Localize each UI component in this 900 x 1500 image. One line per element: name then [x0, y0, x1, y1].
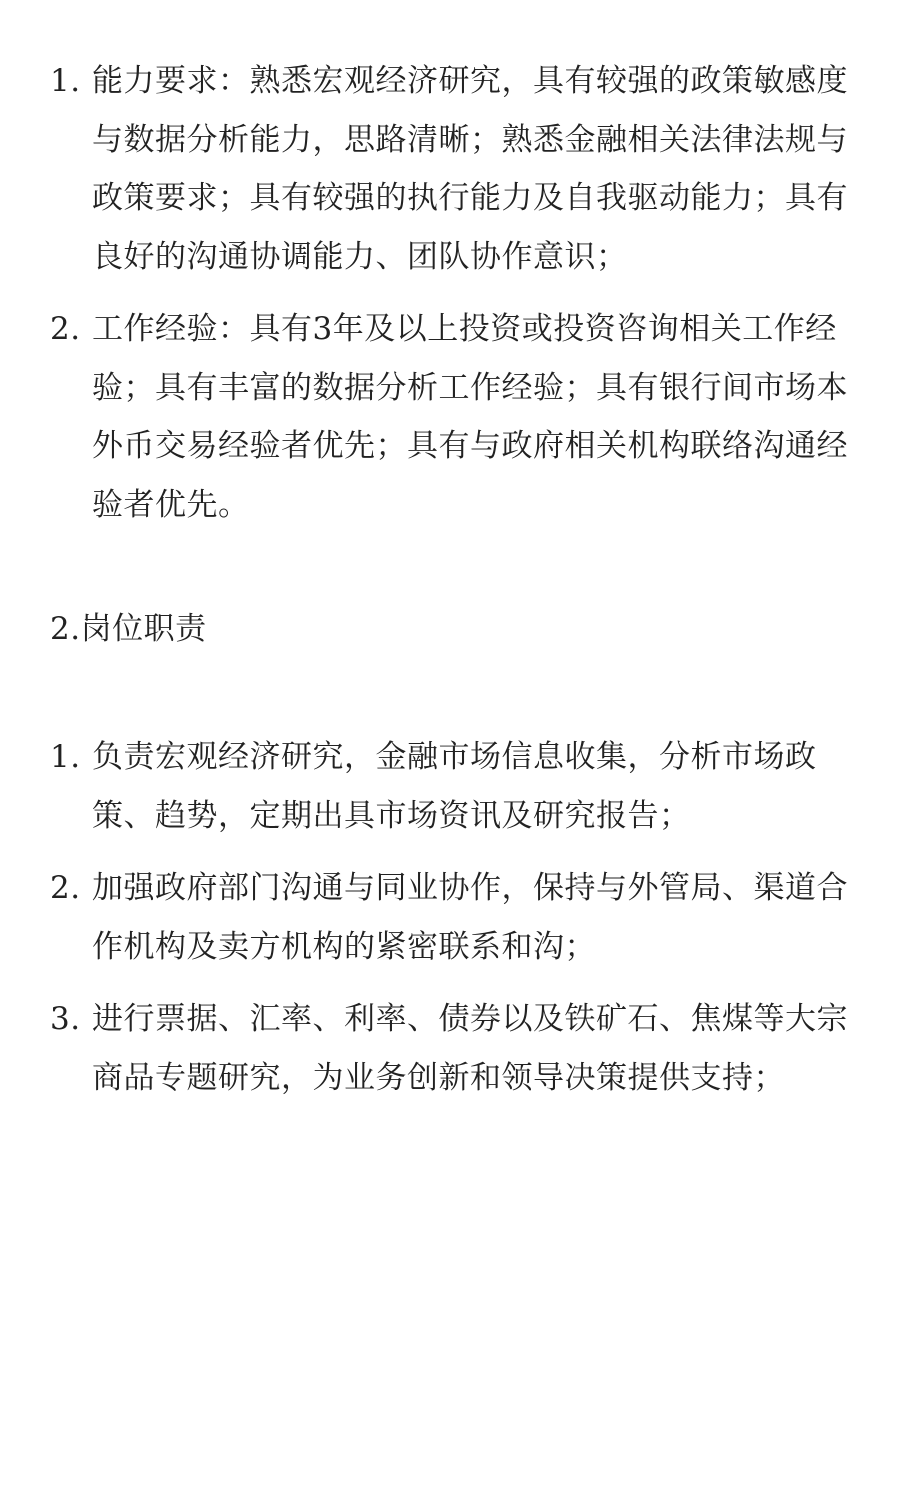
list-item	[50, 300, 852, 534]
list-item-text: 工作经验：具有3年及以上投资或投资咨询相关工作经验；具有丰富的数据分析工作经验；具有银行间市场本外币交易经验者优先；具有与政府相关机构联络沟通经验者优先。	[92, 311, 848, 523]
list-item-number: 3.	[50, 1001, 81, 1037]
list-item-number: 2.	[50, 870, 81, 906]
list-item-number: 1.	[50, 739, 81, 775]
list-item	[50, 990, 852, 1107]
list-item-text: 能力要求：熟悉宏观经济研究，具有较强的政策敏感度与数据分析能力，思路清晰；熟悉金融相关法律法规与政策要求；具有较强的执行能力及自我驱动能力；具有良好的沟通协调能力、团队协作意识；	[92, 63, 848, 275]
list-item-text: 进行票据、汇率、利率、债券以及铁矿石、焦煤等大宗商品专题研究，为业务创新和领导决策提供支持；	[92, 1001, 848, 1096]
responsibilities-list	[50, 728, 852, 1107]
section-heading-responsibilities: 2.岗位职责	[50, 611, 207, 647]
list-item-text: 负责宏观经济研究，金融市场信息收集，分析市场政策、趋势，定期出具市场资讯及研究报告；	[92, 739, 817, 834]
list-item-number: 1.	[50, 63, 81, 99]
list-item	[50, 859, 852, 976]
requirements-list	[50, 52, 852, 534]
list-item-text: 加强政府部门沟通与同业协作，保持与外管局、渠道合作机构及卖方机构的紧密联系和沟；	[92, 870, 848, 965]
list-item-number: 2.	[50, 311, 81, 347]
list-item	[50, 52, 852, 286]
list-item	[50, 728, 852, 845]
